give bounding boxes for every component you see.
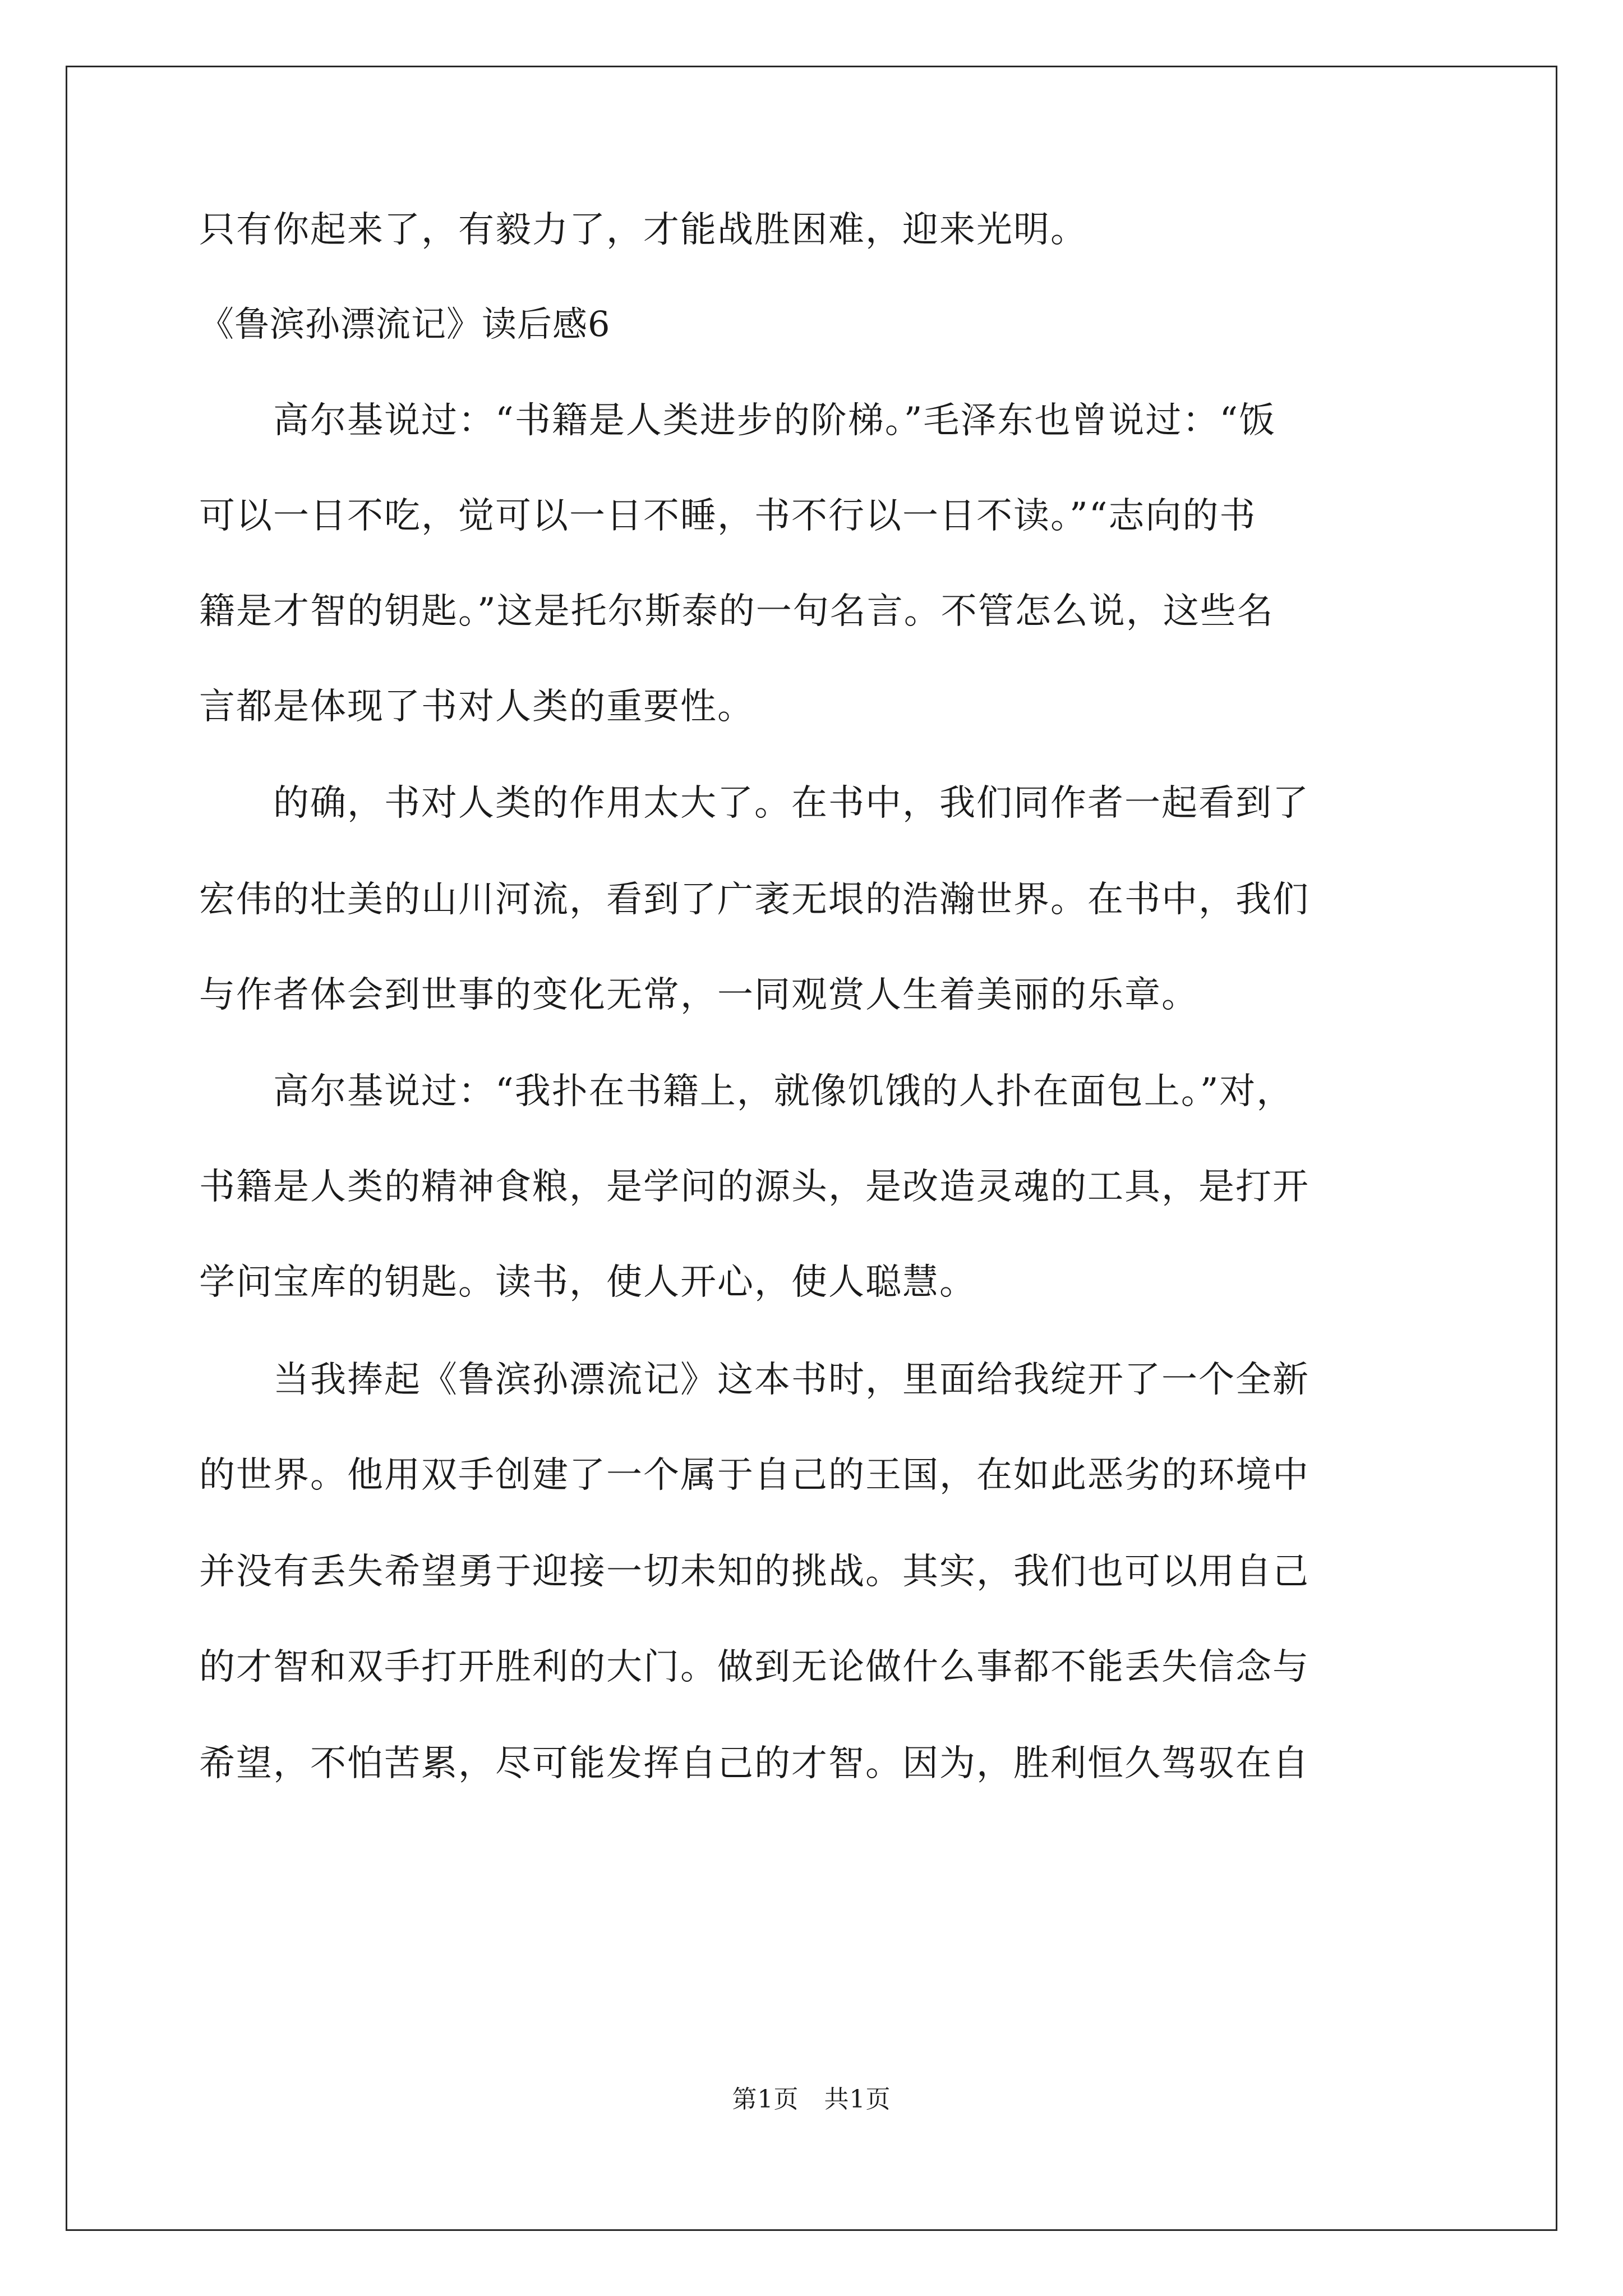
text-line: 希望，不怕苦累，尽可能发挥自己的才智。因为，胜利恒久驾驭在自	[199, 1743, 1310, 1784]
text-line: 并没有丢失希望勇于迎接一切未知的挑战。其实，我们也可以用自己	[199, 1551, 1310, 1593]
text-line: 的世界。他用双手创建了一个属于自己的王国，在如此恶劣的环境中	[199, 1455, 1310, 1496]
essay-heading: 《鲁滨孙漂流记》读后感6	[199, 303, 611, 344]
text-line: 学问宝库的钥匙。读书，使人开心，使人聪慧。	[199, 1262, 976, 1303]
text-line: 只有你起来了，有毅力了，才能战胜困难，迎来光明。	[199, 209, 1087, 251]
text-line: 书籍是人类的精神食粮，是学问的源头，是改造灵魂的工具，是打开	[199, 1166, 1310, 1208]
text-line: 籍是才智的钥匙。”这是托尔斯泰的一句名言。不管怎么说，这些名	[199, 591, 1274, 632]
text-line: 可以一日不吃，觉可以一日不睡，书不行以一日不读。”“志向的书	[199, 495, 1257, 537]
text-line: 当我捧起《鲁滨孙漂流记》这本书时，里面给我绽开了一个全新	[199, 1359, 1310, 1401]
text-line: 与作者体会到世事的变化无常，一同观赏人生着美丽的乐章。	[199, 974, 1198, 1016]
text-line: 的才智和双手打开胜利的大门。做到无论做什么事都不能丢失信念与	[199, 1646, 1310, 1688]
page-border	[66, 66, 1557, 2231]
text-line: 宏伟的壮美的山川河流，看到了广袤无垠的浩瀚世界。在书中，我们	[199, 879, 1310, 921]
text-line: 言都是体现了书对人类的重要性。	[199, 686, 754, 728]
text-line: 高尔基说过：“我扑在书籍上，就像饥饿的人扑在面包上。”对，	[199, 1071, 1294, 1112]
page-number: 第1页 共1页	[732, 2085, 891, 2114]
text-line: 高尔基说过：“书籍是人类进步的阶梯。”毛泽东也曾说过：“饭	[199, 400, 1276, 441]
text-line: 的确，书对人类的作用太大了。在书中，我们同作者一起看到了	[199, 783, 1310, 824]
